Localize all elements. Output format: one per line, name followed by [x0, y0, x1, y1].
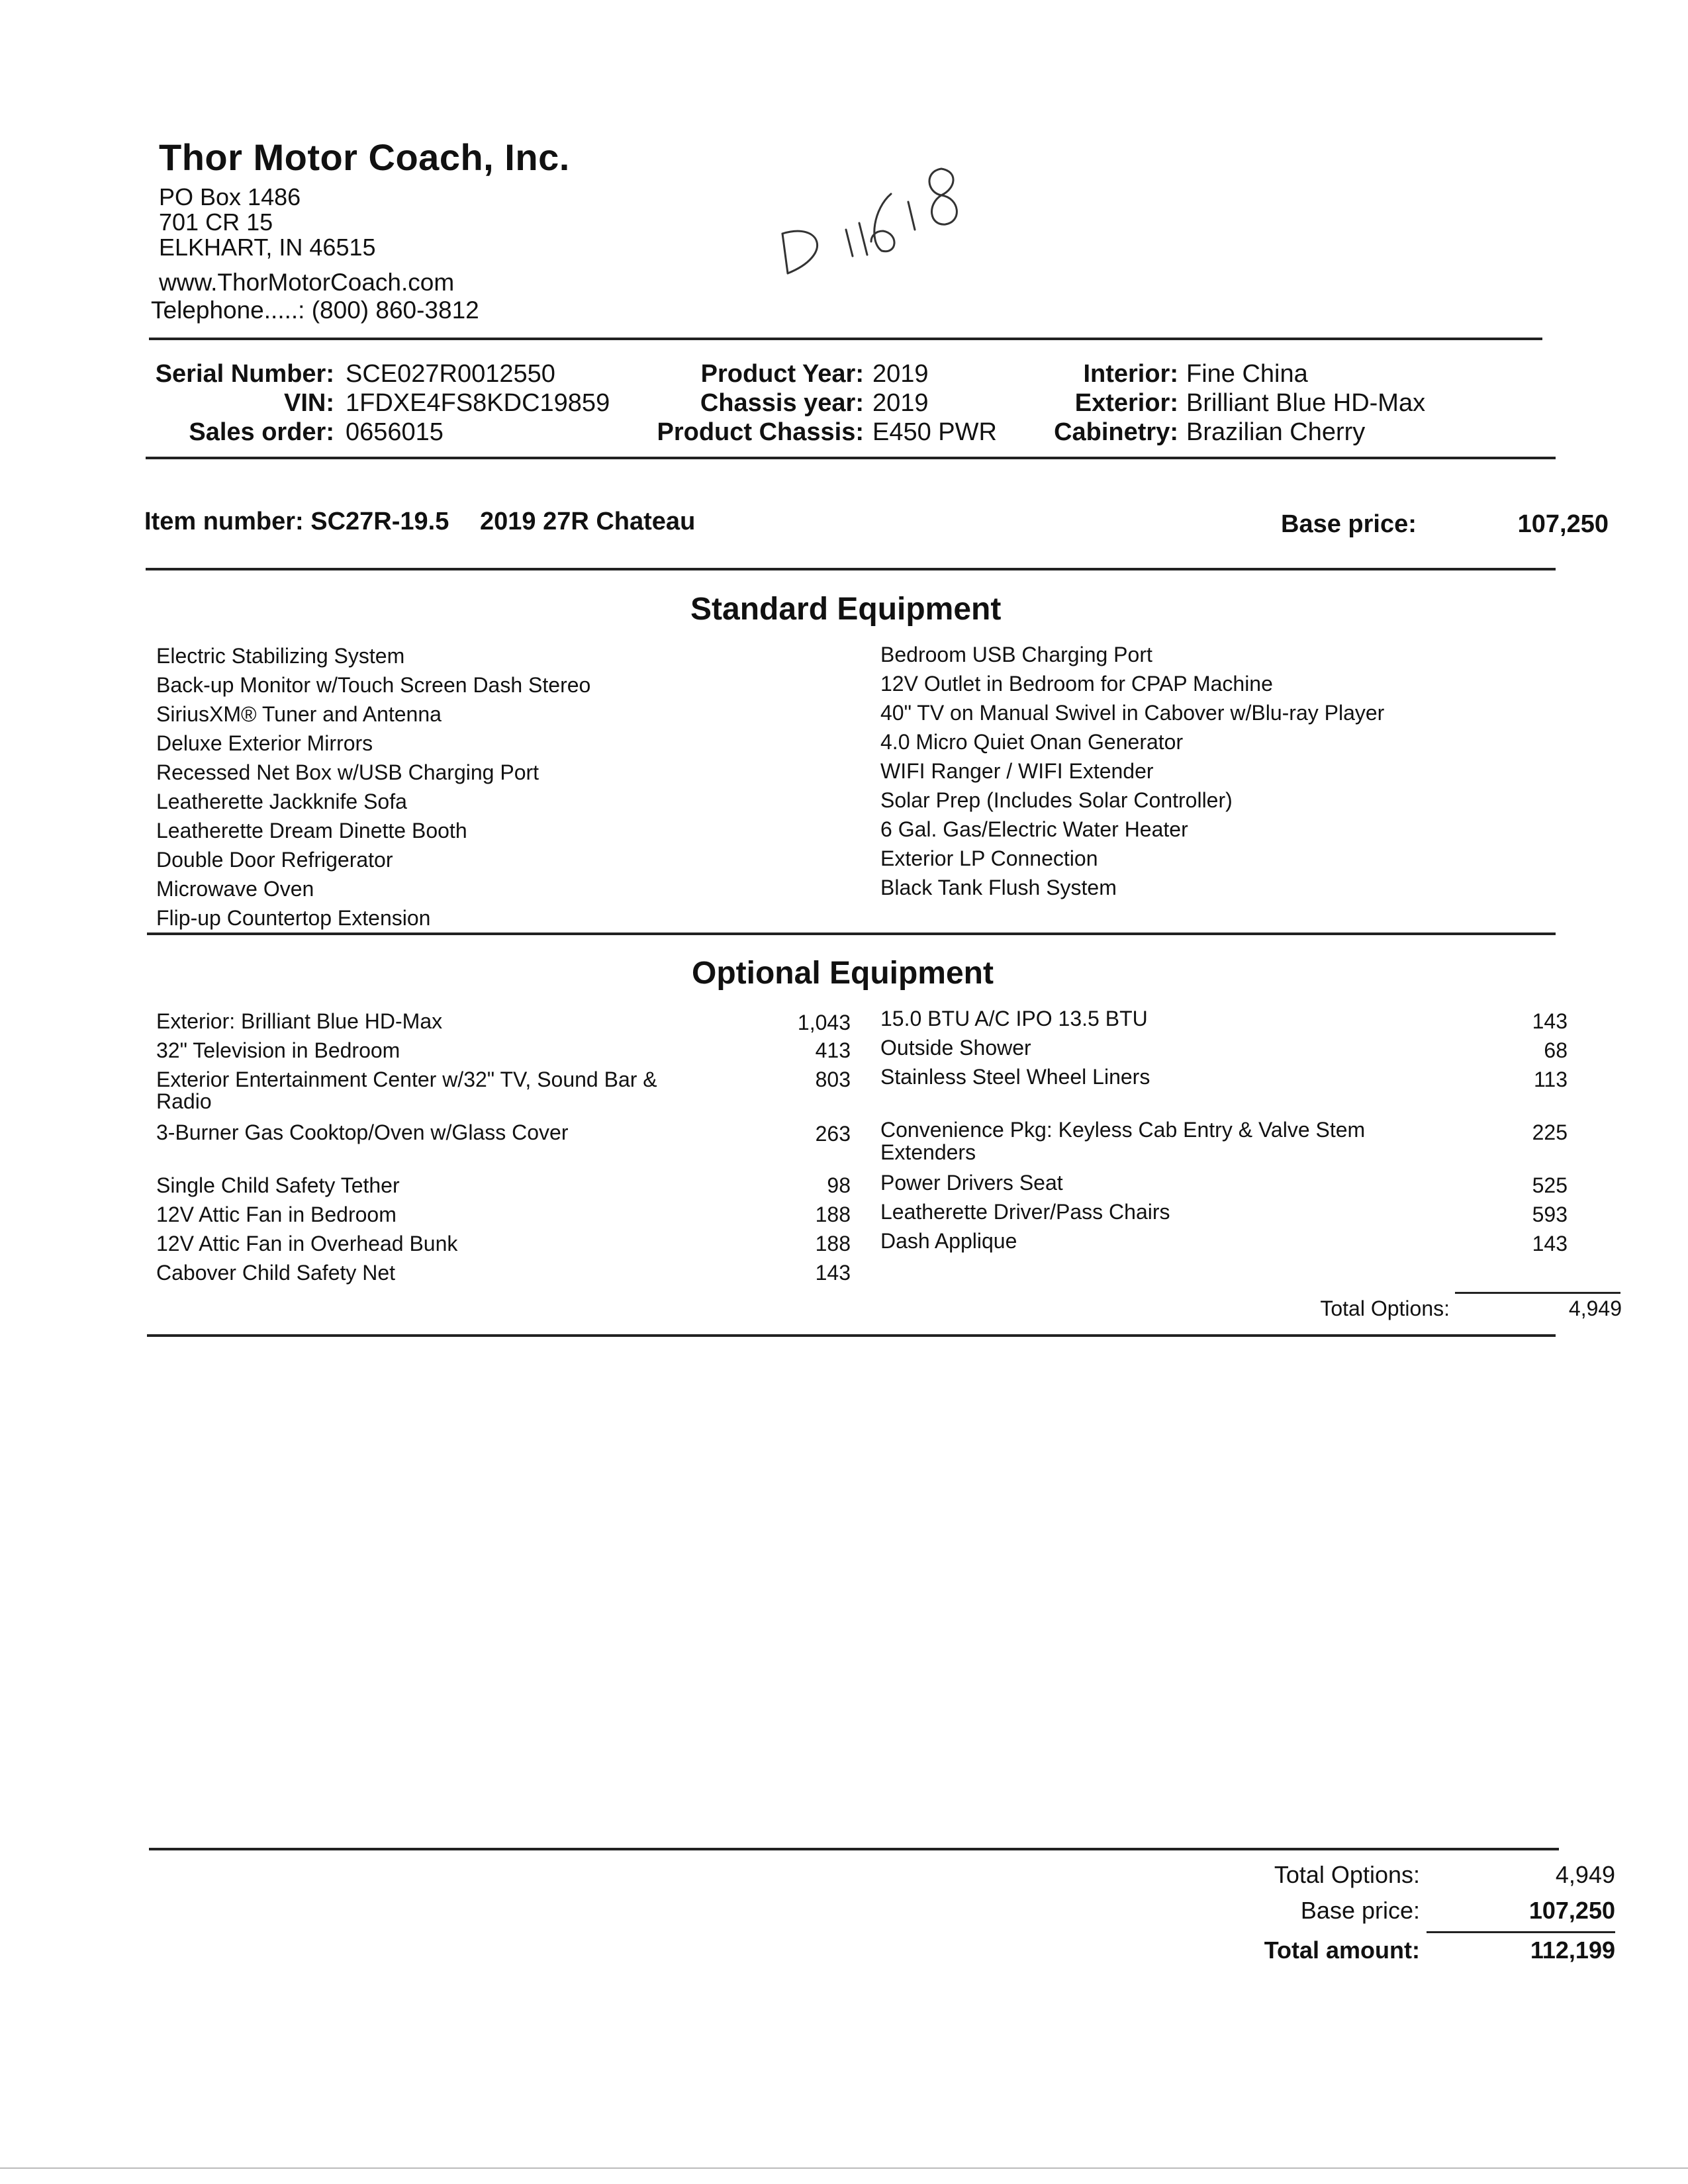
standard-item: Recessed Net Box w/USB Charging Port	[156, 760, 539, 784]
option-price: 1,043	[797, 1011, 851, 1034]
option-price: 225	[1532, 1120, 1568, 1144]
summary-divider	[149, 1848, 1559, 1850]
total-options-label: Total Options:	[1320, 1297, 1450, 1320]
option-price: 113	[1533, 1068, 1568, 1091]
standard-item: Bedroom USB Charging Port	[880, 643, 1152, 666]
standard-item: Solar Prep (Includes Solar Controller)	[880, 788, 1233, 812]
option-name: Power Drivers Seat	[880, 1171, 1063, 1195]
option-name: Convenience Pkg: Keyless Cab Entry & Valve Stem	[880, 1118, 1366, 1142]
summary-base-price: 107,250	[1528, 1897, 1615, 1924]
base-price-label: Base price:	[1281, 510, 1417, 538]
option-name: Cabover Child Safety Net	[156, 1261, 396, 1285]
total-amount-rule	[1427, 1931, 1615, 1933]
option-price: 593	[1532, 1203, 1568, 1226]
vehicle-divider	[146, 457, 1556, 459]
chassis-year: 2019	[872, 389, 929, 417]
summary-total-options-label: Total Options:	[1274, 1861, 1420, 1888]
interior: Fine China	[1186, 360, 1308, 388]
standard-item: Deluxe Exterior Mirrors	[156, 731, 373, 755]
option-price: 188	[815, 1232, 851, 1255]
standard-item: Exterior LP Connection	[880, 846, 1098, 870]
vin: 1FDXE4FS8KDC19859	[346, 389, 610, 417]
standard-divider	[147, 933, 1556, 935]
summary-total-options: 4,949	[1555, 1861, 1615, 1888]
cabinetry: Brazilian Cherry	[1186, 418, 1366, 446]
model-name: 2019 27R Chateau	[480, 508, 696, 535]
interior-label: Interior:	[1083, 360, 1178, 388]
total-amount-label: Total amount:	[1264, 1936, 1420, 1964]
company-name: Thor Motor Coach, Inc.	[159, 136, 570, 178]
address-line-3: ELKHART, IN 46515	[159, 234, 376, 261]
company-website: www.ThorMotorCoach.com	[159, 269, 455, 296]
standard-item: 40" TV on Manual Swivel in Cabover w/Blu-ray Player	[880, 701, 1385, 725]
total-options-value: 4,949	[1568, 1297, 1622, 1320]
handwritten-note	[768, 156, 980, 288]
header-divider	[149, 338, 1542, 340]
option-price: 413	[815, 1038, 851, 1062]
option-name: Dash Applique	[880, 1229, 1017, 1253]
option-name: 32" Television in Bedroom	[156, 1038, 400, 1062]
base-price: 107,250	[1517, 510, 1609, 538]
standard-item: SiriusXM® Tuner and Antenna	[156, 702, 442, 726]
option-name: Leatherette Driver/Pass Chairs	[880, 1200, 1170, 1224]
standard-item: Leatherette Dream Dinette Booth	[156, 819, 467, 842]
option-price: 143	[1532, 1009, 1568, 1033]
option-price: 143	[815, 1261, 851, 1285]
product-year: 2019	[872, 360, 929, 388]
summary-base-price-label: Base price:	[1300, 1897, 1420, 1924]
page-bottom-edge	[0, 2167, 1688, 2169]
standard-item: Double Door Refrigerator	[156, 848, 393, 872]
standard-item: 4.0 Micro Quiet Onan Generator	[880, 730, 1184, 754]
option-price: 803	[815, 1068, 851, 1091]
option-name-continued: Radio	[156, 1089, 212, 1113]
total-amount: 112,199	[1530, 1936, 1615, 1964]
standard-item: Leatherette Jackknife Sofa	[156, 790, 407, 813]
standard-item: Flip-up Countertop Extension	[156, 906, 431, 930]
optional-divider	[147, 1334, 1556, 1337]
option-price: 98	[827, 1173, 851, 1197]
serial-number-label: Serial Number:	[155, 360, 334, 388]
standard-item: Electric Stabilizing System	[156, 644, 405, 668]
option-name-continued: Extenders	[880, 1140, 976, 1164]
standard-item: Black Tank Flush System	[880, 876, 1117, 899]
vin-label: VIN:	[284, 389, 334, 417]
serial-number: SCE027R0012550	[346, 360, 555, 388]
standard-equipment-title: Standard Equipment	[690, 592, 1002, 627]
sales-order: 0656015	[346, 418, 444, 446]
standard-item: Microwave Oven	[156, 877, 314, 901]
option-price: 263	[815, 1122, 851, 1146]
option-name: 3-Burner Gas Cooktop/Oven w/Glass Cover	[156, 1120, 569, 1144]
option-name: Exterior Entertainment Center w/32" TV, Sound Bar &	[156, 1068, 657, 1091]
exterior-label: Exterior:	[1074, 389, 1178, 417]
option-name: 12V Attic Fan in Bedroom	[156, 1203, 397, 1226]
optional-equipment-title: Optional Equipment	[692, 956, 994, 991]
option-name: Single Child Safety Tether	[156, 1173, 400, 1197]
standard-item: 6 Gal. Gas/Electric Water Heater	[880, 817, 1188, 841]
company-telephone: Telephone.....: (800) 860-3812	[151, 296, 479, 324]
product-chassis: E450 PWR	[872, 418, 997, 446]
options-total-rule	[1455, 1292, 1620, 1294]
option-name: Outside Shower	[880, 1036, 1031, 1060]
address-line-2: 701 CR 15	[159, 208, 273, 236]
exterior: Brilliant Blue HD-Max	[1186, 389, 1426, 417]
standard-item: 12V Outlet in Bedroom for CPAP Machine	[880, 672, 1273, 696]
option-price: 143	[1532, 1232, 1568, 1255]
option-name: 15.0 BTU A/C IPO 13.5 BTU	[880, 1007, 1148, 1030]
option-price: 525	[1532, 1173, 1568, 1197]
product-chassis-label: Product Chassis:	[657, 418, 864, 446]
cabinetry-label: Cabinetry:	[1054, 418, 1178, 446]
option-name: Exterior: Brilliant Blue HD-Max	[156, 1009, 443, 1033]
option-name: 12V Attic Fan in Overhead Bunk	[156, 1232, 458, 1255]
standard-item: WIFI Ranger / WIFI Extender	[880, 759, 1154, 783]
product-year-label: Product Year:	[700, 360, 864, 388]
standard-item: Back-up Monitor w/Touch Screen Dash Stereo	[156, 673, 591, 697]
address-line-1: PO Box 1486	[159, 183, 301, 210]
item-number: Item number: SC27R-19.5	[144, 508, 449, 535]
option-price: 68	[1544, 1038, 1568, 1062]
chassis-year-label: Chassis year:	[700, 389, 864, 417]
option-price: 188	[815, 1203, 851, 1226]
item-divider	[146, 568, 1556, 570]
sales-order-label: Sales order:	[189, 418, 334, 446]
option-name: Stainless Steel Wheel Liners	[880, 1065, 1150, 1089]
